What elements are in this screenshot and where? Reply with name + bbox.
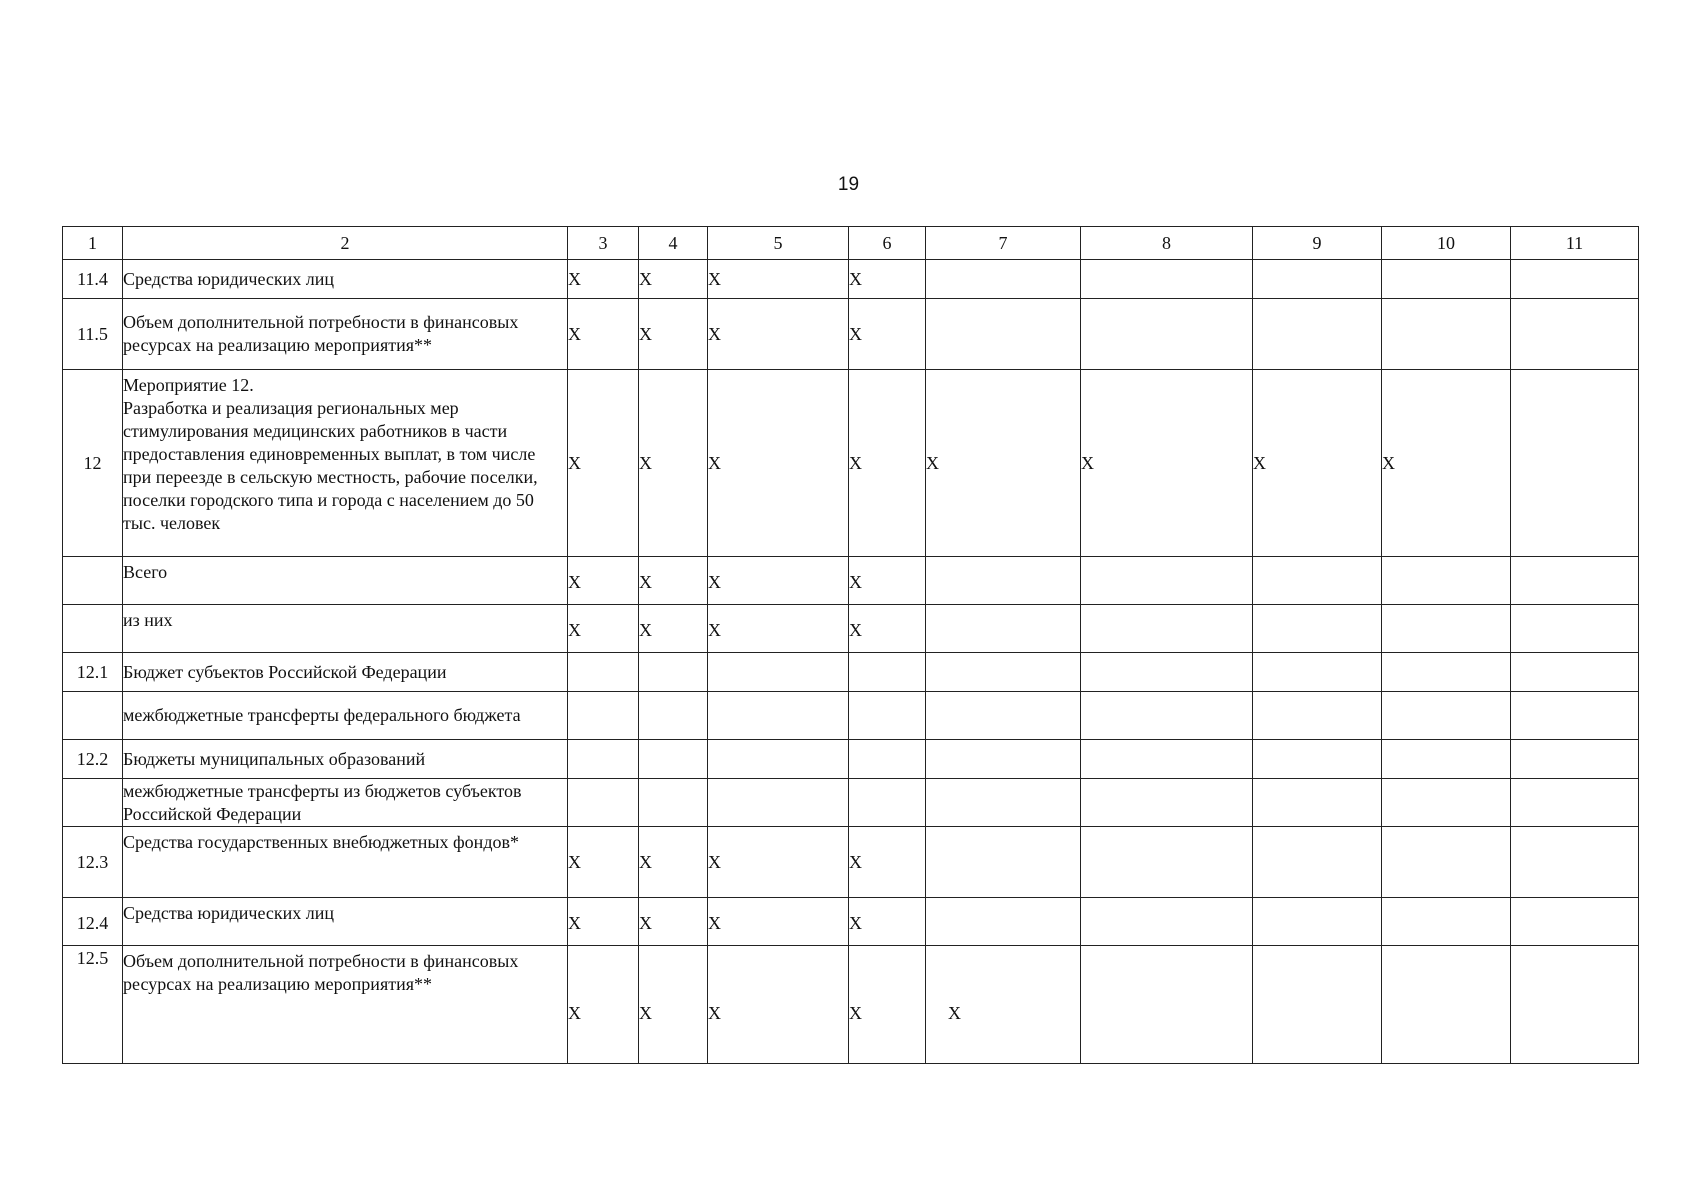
- mark-cell: X: [926, 370, 1081, 557]
- row-label: из них: [123, 605, 568, 653]
- mark-cell: X: [708, 898, 849, 946]
- table-row: [63, 946, 1639, 1064]
- mark-cell: [1081, 299, 1253, 370]
- mark-cell: X: [1253, 370, 1382, 557]
- mark-cell: [708, 740, 849, 779]
- table-row: [63, 827, 1639, 898]
- mark-cell: [568, 779, 639, 827]
- mark-cell: X: [568, 370, 639, 557]
- mark-cell: X: [639, 557, 708, 605]
- mark-cell: [1081, 557, 1253, 605]
- row-label: Средства юридических лиц: [123, 898, 568, 946]
- mark-cell: [1511, 898, 1639, 946]
- mark-cell: [1382, 946, 1511, 1064]
- table-row: [63, 370, 1639, 557]
- row-label: межбюджетные трансферты из бюджетов субъектов Российской Федерации: [123, 779, 568, 827]
- row-label: Объем дополнительной потребности в финансовых ресурсах на реализацию мероприятия**: [123, 299, 568, 370]
- row-number: [63, 605, 123, 653]
- row-number: [63, 557, 123, 605]
- mark-cell: [639, 740, 708, 779]
- mark-cell: [1253, 946, 1382, 1064]
- mark-cell: [1382, 740, 1511, 779]
- mark-cell: [1511, 260, 1639, 299]
- mark-cell: [849, 692, 926, 740]
- mark-cell: [1081, 605, 1253, 653]
- mark-cell: [1253, 740, 1382, 779]
- mark-cell: [1253, 653, 1382, 692]
- mark-cell: X: [849, 260, 926, 299]
- row-number: 12.3: [63, 827, 123, 898]
- mark-cell: [568, 740, 639, 779]
- mark-cell: X: [1081, 370, 1253, 557]
- row-number: [63, 692, 123, 740]
- mark-cell: [639, 779, 708, 827]
- mark-cell: [1081, 260, 1253, 299]
- table-row: [63, 260, 1639, 299]
- mark-cell: [1253, 299, 1382, 370]
- mark-cell: [1511, 692, 1639, 740]
- col-header-5: 5: [708, 227, 849, 260]
- mark-cell: X: [568, 299, 639, 370]
- col-header-4: 4: [639, 227, 708, 260]
- mark-cell: [926, 557, 1081, 605]
- mark-cell: X: [849, 946, 926, 1064]
- mark-cell: [926, 605, 1081, 653]
- col-header-11: 11: [1511, 227, 1639, 260]
- mark-cell: X: [639, 260, 708, 299]
- mark-cell: [1511, 946, 1639, 1064]
- mark-cell: [1081, 779, 1253, 827]
- mark-cell: [1382, 827, 1511, 898]
- row-number: 11.5: [63, 299, 123, 370]
- mark-cell: [1382, 605, 1511, 653]
- mark-cell: [708, 692, 849, 740]
- row-number: 12: [63, 370, 123, 557]
- funding-table: [62, 226, 1639, 1064]
- mark-cell: [1382, 653, 1511, 692]
- mark-cell: [849, 740, 926, 779]
- table-row: [63, 740, 1639, 779]
- mark-cell: [639, 692, 708, 740]
- table-row: [63, 299, 1639, 370]
- mark-cell: [1081, 740, 1253, 779]
- mark-cell: X: [568, 946, 639, 1064]
- mark-cell: [1382, 557, 1511, 605]
- mark-cell: X: [849, 827, 926, 898]
- mark-cell: [1511, 779, 1639, 827]
- mark-cell: X: [639, 898, 708, 946]
- mark-cell: [1511, 370, 1639, 557]
- mark-cell: [1382, 779, 1511, 827]
- mark-cell: X: [849, 557, 926, 605]
- mark-cell: [1511, 299, 1639, 370]
- mark-cell: X: [568, 605, 639, 653]
- activity-title: Мероприятие 12.: [123, 375, 254, 395]
- mark-cell: [1253, 605, 1382, 653]
- col-header-7: 7: [926, 227, 1081, 260]
- mark-cell: [1253, 692, 1382, 740]
- table-row: [63, 605, 1639, 653]
- mark-cell: [1511, 740, 1639, 779]
- mark-cell: [1253, 898, 1382, 946]
- col-header-1: 1: [63, 227, 123, 260]
- table-row: [63, 557, 1639, 605]
- mark-cell: X: [639, 370, 708, 557]
- mark-cell: X: [708, 260, 849, 299]
- mark-cell: X: [708, 557, 849, 605]
- mark-cell: [1081, 653, 1253, 692]
- mark-cell: X: [1382, 370, 1511, 557]
- mark-cell: [926, 260, 1081, 299]
- mark-cell: [926, 827, 1081, 898]
- mark-cell: [1253, 260, 1382, 299]
- mark-cell: [1382, 260, 1511, 299]
- mark-cell: X: [849, 898, 926, 946]
- activity-description: Разработка и реализация региональных мер стимулирования медицинских работников в части предоставления единовременных выплат, в том числе при переезде в сельскую местность, рабочие поселки, поселки городского типа и города с населением до 50 тыс. человек: [123, 398, 538, 533]
- mark-cell: X: [639, 946, 708, 1064]
- mark-cell: [926, 898, 1081, 946]
- mark-cell: X: [568, 260, 639, 299]
- mark-cell: X: [708, 827, 849, 898]
- table-row: [63, 779, 1639, 827]
- table-row: [63, 898, 1639, 946]
- mark-cell: X: [708, 605, 849, 653]
- mark-cell: [926, 299, 1081, 370]
- mark-cell: [1382, 299, 1511, 370]
- row-label: Бюджеты муниципальных образований: [123, 740, 568, 779]
- mark-cell: X: [639, 827, 708, 898]
- col-header-3: 3: [568, 227, 639, 260]
- mark-cell: [708, 653, 849, 692]
- row-label: межбюджетные трансферты федерального бюджета: [123, 692, 568, 740]
- mark-cell: [568, 653, 639, 692]
- mark-cell: [1382, 692, 1511, 740]
- mark-cell: X: [568, 557, 639, 605]
- col-header-2: 2: [123, 227, 568, 260]
- col-header-9: 9: [1253, 227, 1382, 260]
- mark-cell: [926, 653, 1081, 692]
- mark-cell: [1081, 827, 1253, 898]
- mark-cell: [568, 692, 639, 740]
- row-label: Средства государственных внебюджетных фондов*: [123, 827, 568, 898]
- mark-cell: [639, 653, 708, 692]
- mark-cell: [926, 779, 1081, 827]
- mark-cell: X: [849, 605, 926, 653]
- page-number: 19: [837, 174, 860, 195]
- mark-cell: [926, 692, 1081, 740]
- row-number: [63, 779, 123, 827]
- mark-cell: X: [849, 370, 926, 557]
- mark-cell: X: [568, 827, 639, 898]
- mark-cell: [1511, 605, 1639, 653]
- mark-cell: [1511, 827, 1639, 898]
- mark-cell: X: [708, 946, 849, 1064]
- row-number: 11.4: [63, 260, 123, 299]
- mark-cell: X: [708, 370, 849, 557]
- mark-cell: [849, 779, 926, 827]
- mark-cell: [1511, 653, 1639, 692]
- table-row: [63, 692, 1639, 740]
- row-number: 12.1: [63, 653, 123, 692]
- mark-cell: [1081, 898, 1253, 946]
- mark-cell: [1253, 557, 1382, 605]
- mark-cell: X: [849, 299, 926, 370]
- mark-cell: X: [639, 605, 708, 653]
- mark-cell: [1382, 898, 1511, 946]
- col-header-6: 6: [849, 227, 926, 260]
- row-number: 12.5: [63, 946, 123, 1064]
- row-number: 12.2: [63, 740, 123, 779]
- mark-cell: [1081, 692, 1253, 740]
- mark-cell: [926, 740, 1081, 779]
- row-label: Средства юридических лиц: [123, 260, 568, 299]
- col-header-10: 10: [1382, 227, 1511, 260]
- table-row: [63, 653, 1639, 692]
- mark-cell: X: [926, 946, 1081, 1064]
- row-label: Бюджет субъектов Российской Федерации: [123, 653, 568, 692]
- row-number: 12.4: [63, 898, 123, 946]
- mark-cell: [1253, 779, 1382, 827]
- mark-cell: X: [639, 299, 708, 370]
- mark-cell: X: [708, 299, 849, 370]
- row-label: Всего: [123, 557, 568, 605]
- header-row: [63, 227, 1639, 260]
- mark-cell: [1253, 827, 1382, 898]
- row-label: [123, 370, 568, 557]
- col-header-8: 8: [1081, 227, 1253, 260]
- row-label: Объем дополнительной потребности в финансовых ресурсах на реализацию мероприятия**: [123, 946, 568, 1064]
- mark-cell: [1511, 557, 1639, 605]
- mark-cell: X: [568, 898, 639, 946]
- mark-cell: [708, 779, 849, 827]
- mark-cell: [849, 653, 926, 692]
- mark-cell: [1081, 946, 1253, 1064]
